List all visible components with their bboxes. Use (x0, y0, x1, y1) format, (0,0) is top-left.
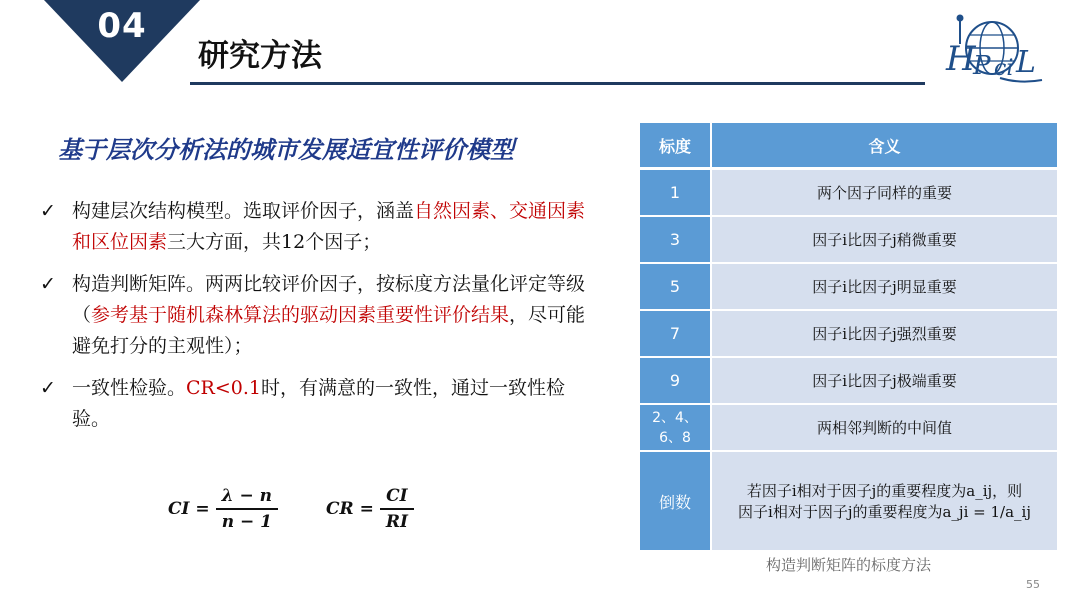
page-number: 55 (1026, 578, 1040, 591)
scale-cell: 7 (640, 310, 711, 357)
bullet-text: 构建层次结构模型。选取评价因子，涵盖 (72, 200, 415, 222)
scale-table (640, 123, 1057, 552)
table-row (640, 263, 1057, 310)
svg-text:ci: ci (994, 56, 1014, 81)
hpcil-logo (940, 8, 1050, 86)
svg-text:L: L (1016, 45, 1036, 80)
bullet-text: 一致性检验。 (72, 377, 187, 399)
meaning-cell: 两相邻判断的中间值 (711, 404, 1057, 451)
meaning-cell: 两个因子同样的重要 (711, 169, 1057, 217)
meaning-cell: 因子i比因子j稍微重要 (711, 216, 1057, 263)
header-scale: 标度 (640, 123, 711, 169)
ci-fraction (216, 486, 278, 532)
table-row (640, 216, 1057, 263)
cr-denominator: RI (385, 512, 408, 532)
table-row (640, 310, 1057, 357)
page-title: 研究方法 (198, 38, 322, 74)
table-row (640, 169, 1057, 217)
table-row-reciprocal (640, 451, 1057, 551)
bullet-text: ，尽可能避免打分的主观性）； (72, 304, 586, 357)
table-header-row (640, 123, 1057, 169)
scale-cell: 倒数 (640, 451, 711, 551)
slide-subtitle: 基于层次分析法的城市发展适宜性评价模型 (58, 135, 514, 164)
section-number: 04 (97, 6, 147, 46)
bullet-text: 时，有满意的一致性，通过一致性检验。 (72, 377, 566, 430)
bullet-highlight: 自然因素、交通因素和区位因素 (72, 200, 586, 253)
table-row (640, 357, 1057, 404)
check-icon: ✓ (40, 200, 56, 222)
scale-cell: 9 (640, 357, 711, 404)
bullet-highlight: CR<0.1 (186, 377, 261, 399)
scale-cell: 5 (640, 263, 711, 310)
svg-text:H: H (946, 39, 976, 79)
ci-denominator: n − 1 (221, 512, 272, 532)
table-row (640, 404, 1057, 451)
meaning-cell (711, 451, 1057, 551)
bullet-list (40, 196, 600, 446)
header-meaning: 含义 (711, 123, 1057, 169)
formula-block (168, 486, 462, 532)
title-divider (190, 82, 925, 85)
bullet-highlight: 参考基于随机森林算法的驱动因素重要性评价结果 (91, 304, 510, 326)
check-icon: ✓ (40, 377, 56, 399)
ci-numerator: λ − n (216, 486, 278, 510)
bullet-item (40, 269, 600, 362)
meaning-cell: 因子i比因子j明显重要 (711, 263, 1057, 310)
bullet-text: 构造判断矩阵。两两比较评价因子，按标度方法量化评定等级（ (72, 273, 586, 326)
meaning-cell: 因子i比因子j极端重要 (711, 357, 1057, 404)
ci-lhs: CI = (168, 499, 210, 519)
bullet-item (40, 196, 600, 258)
cr-formula (326, 486, 414, 532)
svg-text:P: P (973, 51, 991, 81)
reciprocal-line-2: 因子i相对于因子j的重要程度为a_ji = 1/a_ij (738, 503, 1031, 521)
table-caption: 构造判断矩阵的标度方法 (765, 556, 931, 574)
scale-cell: 1 (640, 169, 711, 217)
check-icon: ✓ (40, 273, 56, 295)
cr-numerator: CI (380, 486, 413, 510)
cr-fraction (380, 486, 414, 532)
cr-lhs: CR = (326, 499, 374, 519)
reciprocal-line-1: 若因子i相对于因子j的重要程度为a_ij，则 (746, 482, 1023, 500)
meaning-cell: 因子i比因子j强烈重要 (711, 310, 1057, 357)
bullet-item (40, 373, 600, 435)
ci-formula (168, 486, 278, 532)
scale-cell: 2、4、6、8 (640, 404, 711, 451)
scale-cell: 3 (640, 216, 711, 263)
bullet-text: 三大方面，共12个因子； (167, 231, 382, 253)
